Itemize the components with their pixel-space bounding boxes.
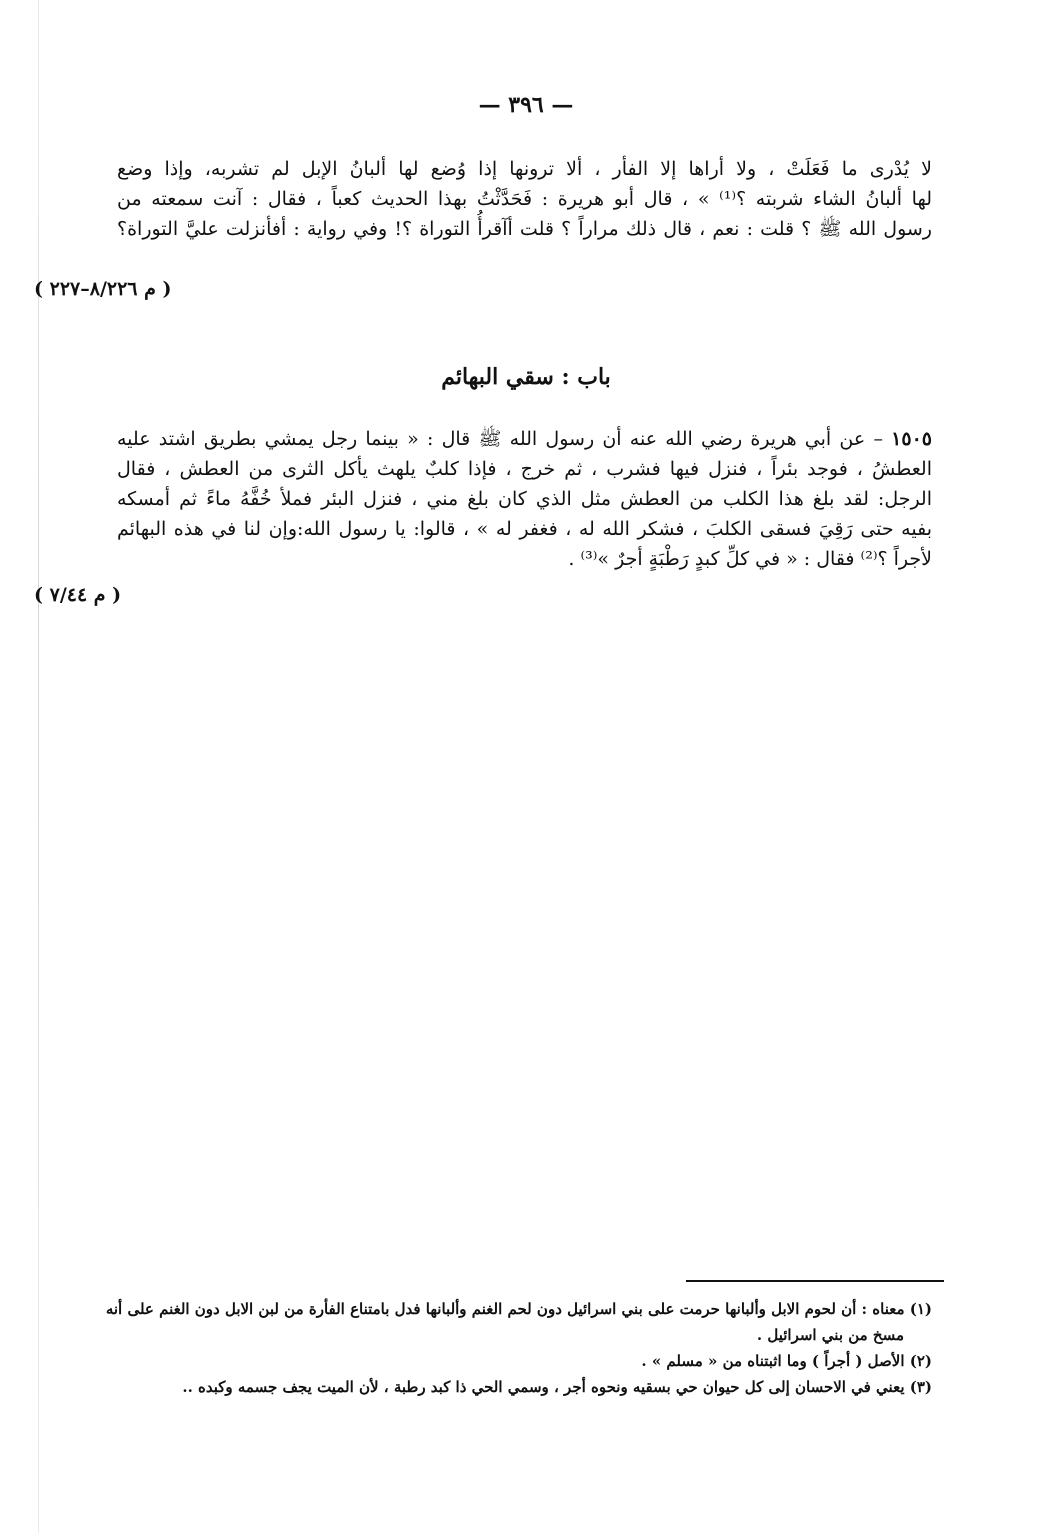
section1-line-2: لها ألبانُ الشاء شربته ؟⁽¹⁾ » ، قال أبو هريرة : فَحَدَّثْتُ بهذا الحديث كعباً ، فقال : آنت سمعته من xyxy=(117,188,932,210)
hadith-line-1 xyxy=(117,424,932,454)
footnote-1-continued: مسخ من بني اسرائيل . xyxy=(756,1326,904,1344)
hadith-number: ١٥٠٥ xyxy=(891,428,932,450)
section1-line-3: رسول الله ﷺ ؟ قلت : نعم ، قال ذلك مراراً ؟ قلت أآقرأُ التوراة ؟! وفي رواية : أفأنزلت عليَّ التوراة؟ xyxy=(117,218,932,240)
hadith-reference: ( م ٧/٤٤ ) xyxy=(34,584,122,606)
footnote-separator xyxy=(686,1280,944,1282)
footnotes xyxy=(102,1296,932,1400)
footnote-3: (٣) يعني في الاحسان إلى كل حيوان حي بسقيه ونحوه أجر ، وسمي الحي ذا كبد رطبة ، لأن الميت يجف جسمه وكبده .. xyxy=(182,1378,932,1396)
hadith-line-5: لأجراً ؟⁽²⁾ فقال : « في كلِّ كبدٍ رَطْبَةٍ أجرٌ »⁽³⁾ . xyxy=(568,548,932,570)
chapter-heading: باب : سقي البهائم xyxy=(441,364,611,390)
section1-line-1: لا يُدْرى ما فَعَلَتْ ، ولا أراها إلا الفأر ، ألا ترونها إذا وُضع لها ألبانُ الإبل لم تشربه، وإذا وضع xyxy=(117,158,932,180)
scan-edge-line xyxy=(38,0,39,1533)
hadith-text xyxy=(117,424,932,574)
hadith-line-2: العطشُ ، فوجد بئراً ، فنزل فيها فشرب ، ثم خرج ، فإذا كلبٌ يلهث يأكل الثرى من العطش ، فقال xyxy=(117,458,932,480)
section1-reference: ( م ٨/٢٢٦–٢٢٧ ) xyxy=(34,278,172,300)
hadith-line-3: الرجل: لقد بلغ هذا الكلب من العطش مثل الذي كان بلغ مني ، فنزل البئر فملأ خُفَّهُ ماءً ثم أمسكه xyxy=(117,488,932,510)
page-number: — ٣٩٦ — xyxy=(478,92,574,118)
hadith-line-4: بفيه حتى رَقِيَ فسقى الكلبَ ، فشكر الله له ، فغفر له » ، قالوا: يا رسول الله:وإن لنا في هذه البهائم xyxy=(117,518,932,540)
footnote-1: (١) معناه : أن لحوم الابل وألبانها حرمت على بني اسرائيل دون لحم الغنم وألبانها فدل بامتناع الفأرة من لبن الابل دون الغنم على أنه xyxy=(105,1300,932,1318)
hadith-line-1-text: – عن أبي هريرة رضي الله عنه أن رسول الله ﷺ قال : « بينما رجل يمشي بطريق اشتد عليه xyxy=(117,428,883,450)
section1-text xyxy=(117,154,932,244)
footnote-2: (٢) الأصل ( أجراً ) وما اثبتناه من « مسلم » . xyxy=(641,1352,932,1370)
